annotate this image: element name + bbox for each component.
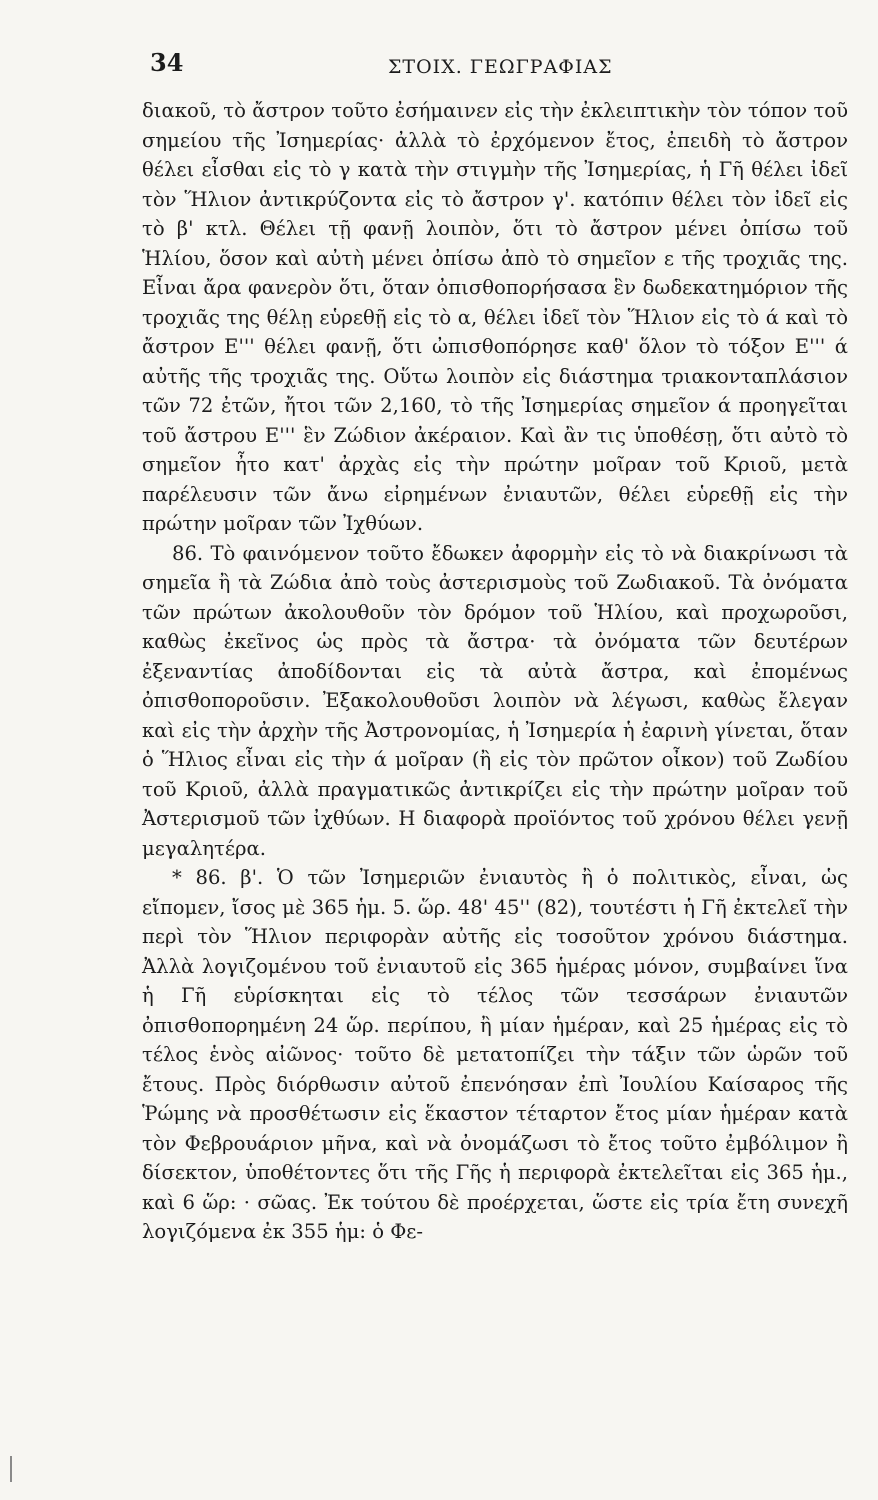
paragraph-86: 86. Τὸ φαινόμενον τοῦτο ἔδωκεν ἀφορμὴν εἰς τὸ νὰ διακρίνωσι τὰ σημεῖα ἢ τὰ Ζώδια ἀπὸ τοὺς ἀστερισμοὺς τοῦ Ζωδιακοῦ. Τὰ ὀνόματα τῶν πρώτων ἀκολουθοῦν τὸν δρόμον τοῦ Ἡλίου, καὶ προχωροῦσι, καθὼς ἐκεῖνος ὡς πρὸς τὰ ἄστρα· τὰ ὀνόματα τῶν δευτέρων ἐξεναντίας ἀποδίδονται εἰς τὰ αὐτὰ ἄστρα, καὶ ἐπομένως ὀπισθοποροῦσιν. Ἐξακολουθοῦσι λοιπὸν νὰ λέγωσι, καθὼς ἔλεγαν καὶ εἰς τὴν ἀρχὴν τῆς Ἀστρονομίας, ἡ Ἰσημερία ἡ ἐαρινὴ γίνεται, ὅταν ὁ Ἥλιος εἶναι εἰς τὴν ά μοῖραν (ἢ εἰς τὸν πρῶτον οἶκον) τοῦ Ζωδίου τοῦ Κριοῦ, ἀλλὰ πραγματικῶς ἀντικρίζει εἰς τὴν πρώτην μοῖραν τοῦ Ἀστερισμοῦ τῶν ἰχθύων. Η διαφορὰ προϊόντος τοῦ χρόνου θέλει γενῇ μεγαλητέρα. xyxy=(142,541,848,860)
paragraph-86b: * 86. β'. Ὁ τῶν Ἰσημεριῶν ἐνιαυτὸς ἢ ὁ πολιτικὸς, εἶναι, ὡς εἴπομεν, ἴσος μὲ 365 ἡμ. 5. ὥρ. 48' 45'' (82), τουτέστι ἡ Γῆ ἐκτελεῖ τὴν περὶ τὸν Ἥλιον περιφορὰν αὐτῆς εἰς τοσοῦτον χρόνου διάστημα. Ἀλλὰ λογιζομένου τοῦ ἐνιαυτοῦ εἰς 365 ἡμέρας μόνον, συμβαίνει ἵνα ἡ Γῆ εὑρίσκηται εἰς τὸ τέλος τῶν τεσσάρων ἐνιαυτῶν ὀπισθοπορημένη 24 ὥρ. περίπου, ἢ μίαν ἡμέραν, καὶ 25 ἡμέρας εἰς τὸ τέλος ἑνὸς αἰῶνος· τοῦτο δὲ μετατοπίζει τὴν τάξιν τῶν ὡρῶν τοῦ ἔτους. Πρὸς διόρθωσιν αὐτοῦ ἐπενόησαν ἐπὶ Ἰουλίου Καίσαρος τῆς Ῥώμης νὰ προσθέτωσιν εἰς ἕκαστον τέταρτον ἔτος μίαν ἡμέραν κατὰ τὸν Φεβρουάριον μῆνα, καὶ νὰ ὀνομάζωσι τὸ ἔτος τοῦτο ἐμβόλιμον ἢ δίσεκτον, ὑποθέτοντες ὅτι τῆς Γῆς ἡ περιφορὰ ἐκτελεῖται εἰς 365 ἡμ., καὶ 6 ὥρ: · σῶας. Ἐκ τούτου δὲ προέρχεται, ὥστε εἰς τρία ἔτη συνεχῆ λογιζόμενα ἐκ 355 ἡμ: ὁ Φε- xyxy=(142,866,848,1243)
page-header xyxy=(150,46,850,86)
paragraph-continued: διακοῦ, τὸ ἄστρον τοῦτο ἐσήμαινεν εἰς τὴν ἐκλειπτικὴν τὸν τόπον τοῦ σημείου τῆς Ἰσημερίας· ἀλλὰ τὸ ἐρχόμενον ἔτος, ἐπειδὴ τὸ ἄστρον θέλει εἶσθαι εἰς τὸ γ κατὰ τὴν στιγμὴν τῆς Ἰσημερίας, ἡ Γῆ θέλει ἰδεῖ τὸν Ἥλιον ἀντικρύζοντα εἰς τὸ ἄστρον γ'. κατόπιν θέλει τὸν ἰδεῖ εἰς τὸ β' κτλ. Θέλει τῇ φανῇ λοιπὸν, ὅτι τὸ ἄστρον μένει ὀπίσω τοῦ Ἡλίου, ὅσον καὶ αὐτὴ μένει ὀπίσω ἀπὸ τὸ σημεῖον ε τῆς τροχιᾶς της. Εἶναι ἄρα φανερὸν ὅτι, ὅταν ὀπισθοπορήσασα ἓν δωδεκατημόριον τῆς τροχιᾶς της θέλῃ εὑρεθῇ εἰς τὸ α, θέλει ἰδεῖ τὸν Ἥλιον εἰς τὸ ά καὶ τὸ ἄστρον Ε''' θέλει φανῇ, ὅτι ὠπισθοπόρησε καθ' ὅλον τὸ τόξον Ε''' ά αὐτῆς τῆς τροχιᾶς της. Οὕτω λοιπὸν εἰς διάστημα τριακονταπλάσιον τῶν 72 ἐτῶν, ἤτοι τῶν 2,160, τὸ τῆς Ἰσημερίας σημεῖον ά προηγεῖται τοῦ ἄστρου Ε''' ἓν Ζώδιον ἀκέραιον. Καὶ ἂν τις ὑποθέσῃ, ὅτι αὐτὸ τὸ σημεῖον ἦτο κατ' ἀρχὰς εἰς τὴν πρώτην μοῖραν τοῦ Κριοῦ, μετὰ παρέλευσιν τῶν ἄνω εἰρημένων ἐνιαυτῶν, θέλει εὑρεθῇ εἰς τὴν πρώτην μοῖραν τῶν Ἰχθύων. xyxy=(142,99,848,535)
page-edge-mark xyxy=(10,1456,12,1482)
running-title: ΣΤΟΙΧ. ΓΕΩΓΡΑΦΙΑΣ xyxy=(388,56,613,78)
page-number: 34 xyxy=(150,48,184,77)
body-text xyxy=(142,96,848,1247)
